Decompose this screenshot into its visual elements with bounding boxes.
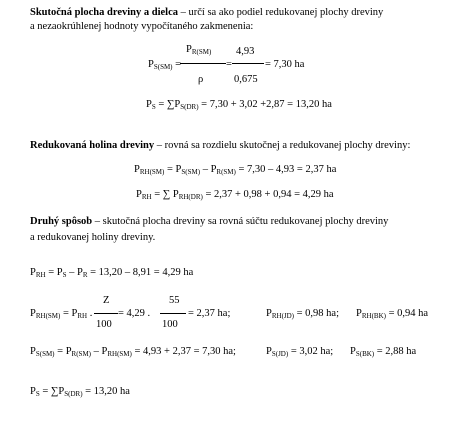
fraction-denominator: ρ: [198, 74, 204, 85]
equation-ps-jd: $P_{S(JD)} = 3,02$ ha;: [266, 346, 334, 358]
heading-druhy-sposob: Druhý spôsob: [30, 216, 93, 227]
paragraph-text-line2: a nezaokrúhlenej hodnoty vypočítaného zakmenenia:: [30, 21, 254, 32]
heading-redukovana-holina: Redukovaná holina dreviny: [30, 140, 155, 151]
equation-prh-bk: $P_{RH(BK)} = 0,94$ ha: [356, 308, 429, 320]
fraction-numerator-value: 4,93: [236, 46, 255, 57]
equation-ps-sum: $P_S = \sum P_{S(DR)} = 7,30 + 3,02 +2,87 = 13,20$ ha: [146, 99, 332, 111]
heading-skutocna-plocha: Skutočná plocha dreviny a dielca: [30, 7, 178, 18]
fraction-bar-55: [160, 313, 186, 314]
paragraph-text: – určí sa ako podiel redukovanej plochy dreviny: [178, 7, 384, 18]
fraction-denominator-value: 0,675: [234, 74, 258, 85]
equals-sign: =: [226, 59, 232, 70]
equation-ps-sm: $P_{S(SM)} = P_{R(SM)} - P_{RH(SM)} = 4,93 + 2,37 = 7,30$ ha;: [30, 346, 236, 358]
equation-prh: $P_{RH} = P_S - P_R = 13,20 - 8,91 = 4,29$ ha: [30, 267, 194, 279]
fraction-denominator-z: 100: [96, 319, 112, 330]
fraction-numerator-55: 55: [169, 295, 180, 306]
fraction-bar-value: [232, 63, 264, 64]
fraction-numerator: $P_{R(SM)}$: [186, 44, 212, 56]
equation-result: = 7,30 ha: [265, 59, 305, 70]
paragraph-skutocna-plocha: [30, 8, 383, 19]
equation-prh-sm-lhs: $P_{RH(SM)} = P_{RH}$ .: [30, 308, 93, 320]
paragraph-druhy-sposob: [30, 217, 388, 228]
paragraph-text-line2: a redukovanej holiny dreviny.: [30, 232, 156, 243]
equation-prh-sm: $P_{RH(SM)} = P_{S(SM)} - P_{R(SM)} = 7,30 - 4,93 = 2,37$ ha: [134, 164, 337, 176]
equation-ps-bk: $P_{S(BK)} = 2,88$ ha: [350, 346, 417, 358]
paragraph-text: – skutočná plocha dreviny sa rovná súčtu redukovanej plochy dreviny: [92, 216, 389, 227]
fraction-denominator-100: 100: [162, 319, 178, 330]
equation-ps-sm-lhs: $P_{S(SM)}$ =: [148, 59, 182, 71]
equation-prh-jd: $P_{RH(JD)} = 0,98$ ha;: [266, 308, 340, 320]
equation-mid: = 4,29 .: [118, 308, 151, 319]
fraction-numerator-z: Z: [103, 295, 110, 306]
fraction-bar: [180, 63, 226, 64]
paragraph-redukovana-holina: [30, 141, 410, 152]
paragraph-text: – rovná sa rozdielu skutočnej a redukovanej plochy dreviny:: [154, 140, 411, 151]
equation-ps-total: $P_S = \sum P_{S(DR)} = 13,20$ ha: [30, 386, 130, 398]
fraction-bar-z: [94, 313, 118, 314]
equation-prh-sum: $P_{RH}$ = ∑ $P_{RH(DR)} = 2,37 + 0,98 + 0,94 = 4,29$ ha: [136, 189, 334, 201]
equation-result-sm: = 2,37 ha;: [188, 308, 231, 319]
